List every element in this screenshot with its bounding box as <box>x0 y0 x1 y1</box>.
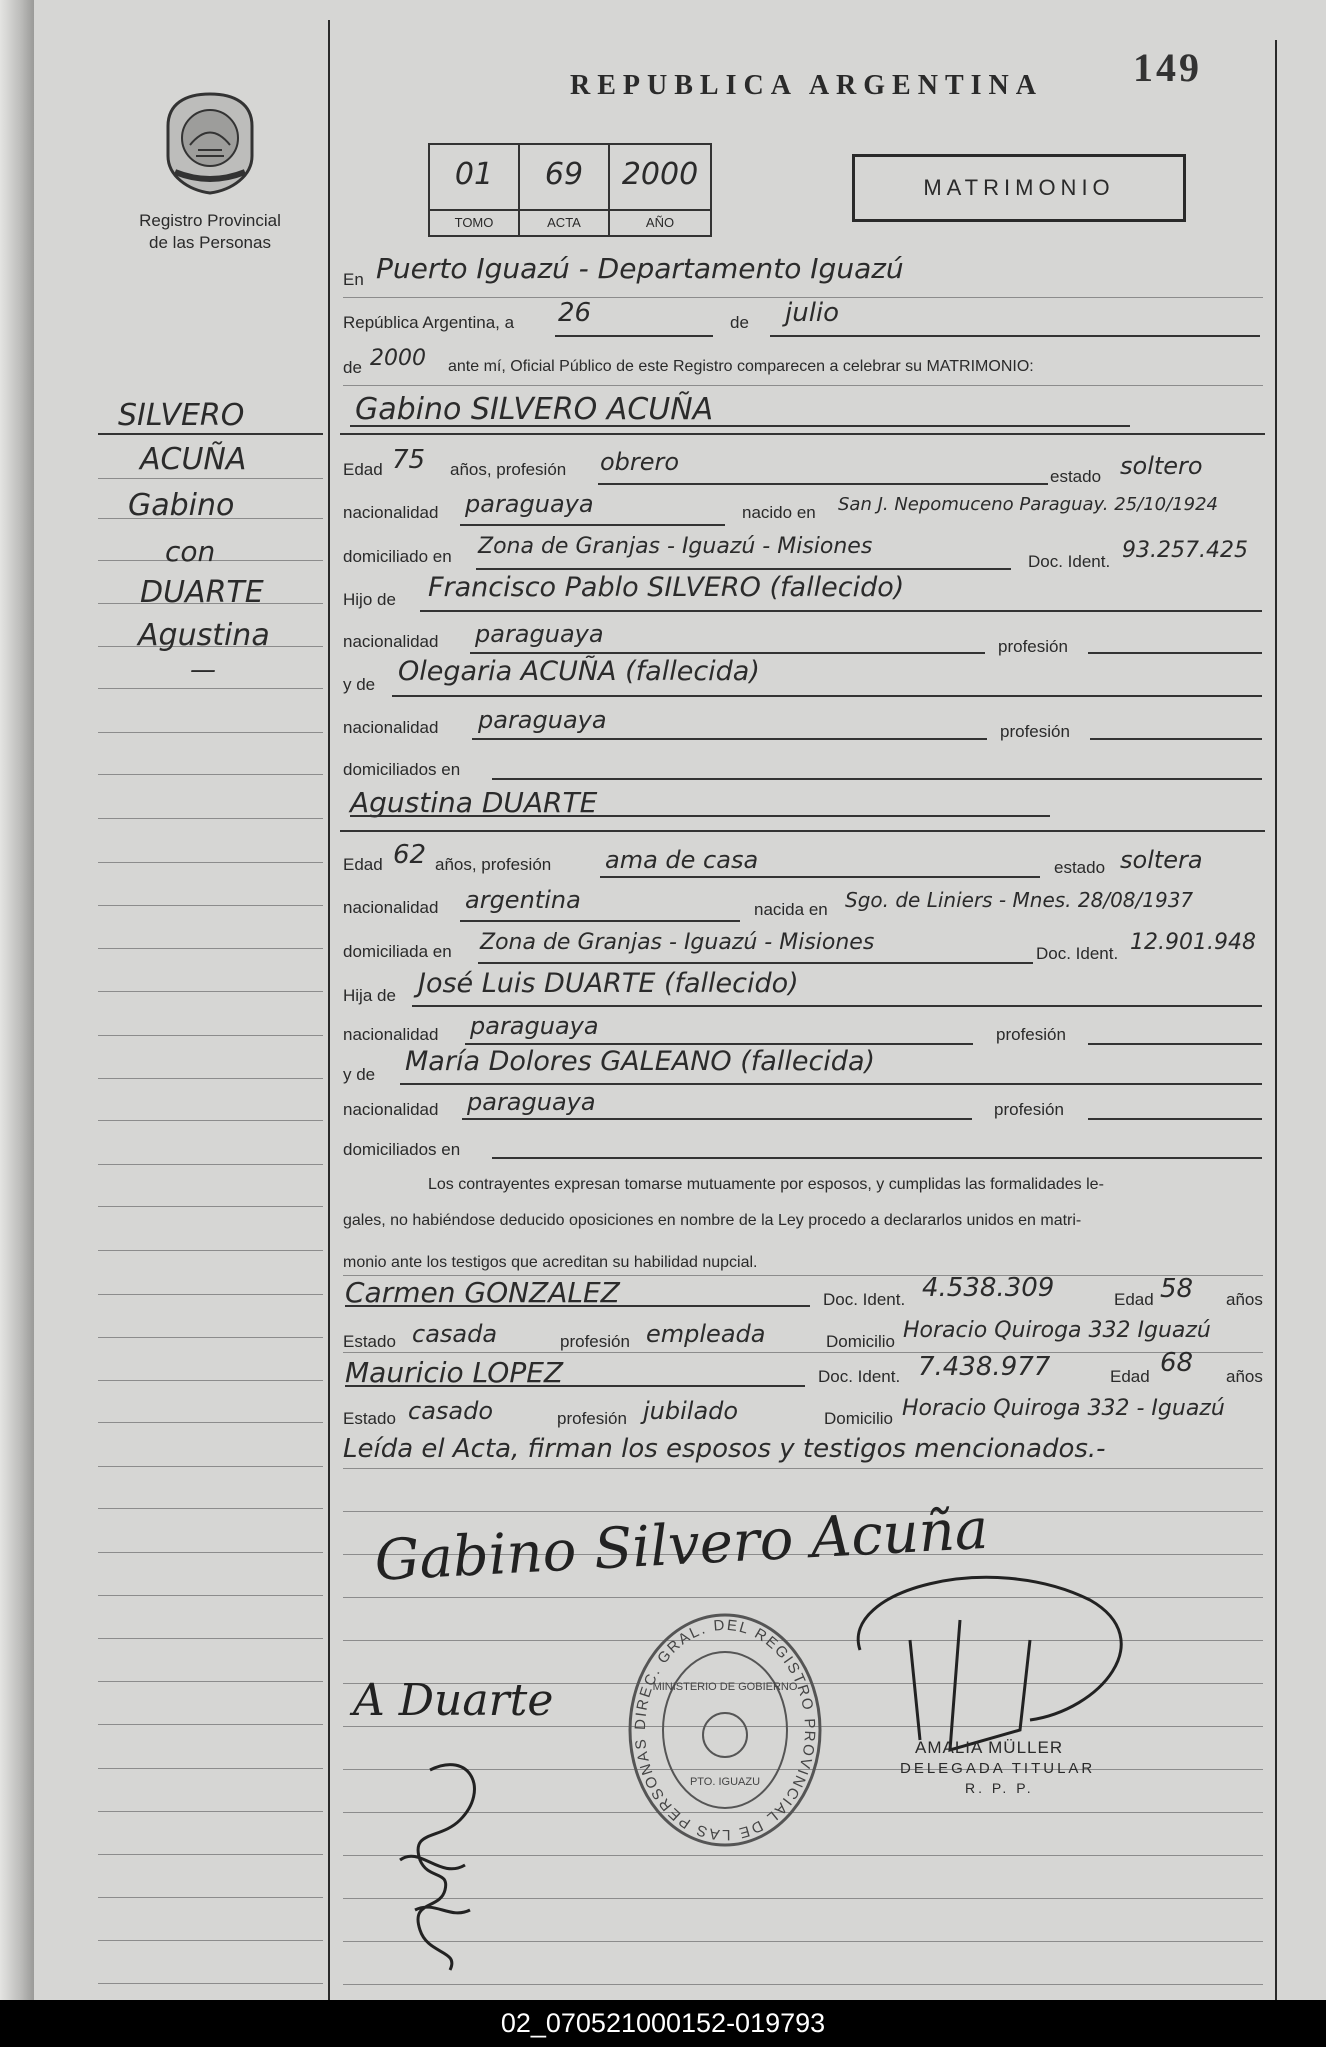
witness-signature <box>370 1750 510 1980</box>
bride-domicile: Zona de Granjas - Iguazú - Misiones <box>480 930 875 955</box>
de-label: de <box>730 313 749 332</box>
witness-2-doc: 7.438.977 <box>918 1352 1051 1382</box>
footer-id: 02_070521000152-019793 <box>500 2008 826 2038</box>
provincial-emblem-icon <box>160 90 260 195</box>
bride-mother-nationality: paraguaya <box>467 1088 596 1116</box>
witness-2-anos-label: años <box>1226 1367 1263 1386</box>
official-name: AMALIA MÜLLER <box>915 1738 1064 1757</box>
bride-father-nationality: paraguaya <box>470 1012 599 1040</box>
bride-profession-label: años, profesión <box>435 855 552 874</box>
bride-age: 62 <box>393 840 427 870</box>
bride-mother: María Dolores GALEANO (fallecida) <box>405 1046 876 1077</box>
page-binding <box>0 0 34 2000</box>
bride-estado-label: estado <box>1054 858 1106 877</box>
groom-edad-label: Edad <box>343 460 383 479</box>
groom-nacido-label: nacido en <box>742 503 816 522</box>
witness-1-doc-label: Doc. Ident. <box>823 1290 906 1309</box>
margin-bride-name: Agustina <box>138 618 270 653</box>
bride-father-nat-label: nacionalidad <box>343 1025 439 1044</box>
bride-hija-label: Hija de <box>343 986 396 1005</box>
de-label-2: de <box>343 358 362 377</box>
acta-label: ACTA <box>520 209 608 235</box>
witness-1-domicile-label: Domicilio <box>826 1332 895 1351</box>
witness-1-age: 58 <box>1160 1274 1194 1304</box>
ante-text: ante mí, Oficial Público de este Registro comparecen a celebrar su MATRIMONIO: <box>448 358 1034 375</box>
country-title: REPUBLICA ARGENTINA <box>570 70 1043 101</box>
groom-mother-nat-label: nacionalidad <box>343 718 439 737</box>
groom-profession-label: años, profesión <box>450 460 567 479</box>
groom-father: Francisco Pablo SILVERO (fallecido) <box>428 572 905 603</box>
margin-dash: — <box>190 655 216 685</box>
groom-father-prof-label: profesión <box>998 637 1068 656</box>
witness-2-edad-label: Edad <box>1110 1367 1150 1386</box>
registry-line-2: de las Personas <box>149 233 271 252</box>
margin-second-surname: ACUÑA <box>140 442 247 477</box>
groom-mother: Olegaria ACUÑA (fallecida) <box>398 656 760 687</box>
bride-birthplace: Sgo. de Liniers - Mnes. 28/08/1937 <box>845 888 1194 912</box>
bride-doc-label: Doc. Ident. <box>1036 944 1119 963</box>
margin-bride-surname: DUARTE <box>140 575 264 610</box>
groom-mother-prof-label: profesión <box>1000 722 1070 741</box>
bride-nacida-label: nacida en <box>754 900 828 919</box>
footer-bar <box>0 2000 1326 2047</box>
bride-doc: 12.901.948 <box>1130 930 1256 955</box>
groom-estado-label: estado <box>1050 467 1102 486</box>
seal-place-text: PTO. IGUAZU <box>689 1776 761 1788</box>
groom-father-nat-label: nacionalidad <box>343 632 439 651</box>
right-border <box>1275 40 1277 2000</box>
bride-status: soltera <box>1120 846 1203 874</box>
witness-2-domicile-label: Domicilio <box>824 1409 893 1428</box>
groom-domicile-label: domiciliado en <box>343 547 452 566</box>
act-type-box: MATRIMONIO <box>852 154 1186 222</box>
groom-domicile: Zona de Granjas - Iguazú - Misiones <box>478 534 873 559</box>
margin-surname: SILVERO <box>118 398 245 433</box>
groom-doc: 93.257.425 <box>1122 538 1248 563</box>
registry-name <box>120 210 300 254</box>
closing-text: Leída el Acta, firman los esposos y testigos mencionados.- <box>343 1434 1106 1464</box>
seal-inner-text: MINISTERIO DE GOBIERNO <box>652 1681 798 1693</box>
witness-1-edad-label: Edad <box>1114 1290 1154 1309</box>
margin-given-name: Gabino <box>128 488 235 523</box>
witness-2-prof-label: profesión <box>557 1409 627 1428</box>
bride-mother-nat-label: nacionalidad <box>343 1100 439 1119</box>
seal-outer-text: DIREC. GRAL. DEL REGISTRO PROVINCIAL DE LAS PERSONAS <box>631 1616 819 1844</box>
registry-line-1: Registro Provincial <box>139 211 281 230</box>
tomo-value: 01 <box>454 157 494 192</box>
witness-2-estado-label: Estado <box>343 1409 396 1428</box>
bride-nationality-label: nacionalidad <box>343 898 439 917</box>
bride-mother-prof-label: profesión <box>994 1100 1064 1119</box>
svg-text:DIREC. GRAL. DEL REGISTRO PROV <box>632 1617 818 1843</box>
ano-label: AÑO <box>610 209 710 235</box>
tomo-acta-ano-box <box>428 143 712 237</box>
bride-nationality: argentina <box>465 886 581 914</box>
witness-2-profession: jubilado <box>643 1397 739 1425</box>
groom-birthplace: San J. Nepomuceno Paraguay. 25/10/1924 <box>838 494 1218 515</box>
groom-nationality: paraguaya <box>465 490 594 518</box>
republica-label: República Argentina, a <box>343 313 515 332</box>
official-signature <box>830 1560 1160 1760</box>
witness-1-doc: 4.538.309 <box>922 1273 1055 1303</box>
official-seal <box>625 1610 825 1850</box>
statement-line-2: gales, no habiéndose deducido oposiciones en nombre de la Ley procedo a declararlos unidos en matri- <box>343 1212 1082 1229</box>
witness-2-status: casado <box>408 1397 494 1425</box>
witness-1-name: Carmen GONZALEZ <box>345 1276 620 1309</box>
witness-2-name: Mauricio LOPEZ <box>345 1356 564 1389</box>
bride-name: Agustina DUARTE <box>350 786 598 819</box>
acta-cell <box>520 145 610 235</box>
witness-2-age: 68 <box>1160 1348 1194 1378</box>
groom-domiciliados-label: domiciliados en <box>343 760 461 779</box>
bride-edad-label: Edad <box>343 855 383 874</box>
day-value: 26 <box>558 298 592 328</box>
statement-line-3: monio ante los testigos que acreditan su habilidad nupcial. <box>343 1254 758 1271</box>
place-value: Puerto Iguazú - Departamento Iguazú <box>376 252 904 285</box>
bride-domiciliados-label: domiciliados en <box>343 1140 461 1159</box>
groom-nationality-label: nacionalidad <box>343 503 439 522</box>
bride-yde-label: y de <box>343 1065 376 1084</box>
statement-line-1: Los contrayentes expresan tomarse mutuamente por esposos, y cumplidas las formalidades le- <box>428 1176 1104 1193</box>
witness-1-anos-label: años <box>1226 1290 1263 1309</box>
groom-signature <box>365 1496 990 1610</box>
witness-1-prof-label: profesión <box>560 1332 630 1351</box>
year-value: 2000 <box>370 346 426 371</box>
margin-divider <box>328 20 330 2000</box>
groom-profession: obrero <box>600 448 680 476</box>
witness-2-domicile: Horacio Quiroga 332 - Iguazú <box>902 1396 1225 1421</box>
acta-value: 69 <box>544 157 584 192</box>
month-value: julio <box>785 298 840 328</box>
groom-mother-nationality: paraguaya <box>478 706 607 734</box>
margin-con: con <box>165 535 216 568</box>
groom-hijo-label: Hijo de <box>343 590 396 609</box>
witness-1-estado-label: Estado <box>343 1332 396 1351</box>
bride-profession: ama de casa <box>605 846 759 874</box>
groom-yde-label: y de <box>343 675 376 694</box>
groom-name: Gabino SILVERO ACUÑA <box>355 392 714 427</box>
bride-father-prof-label: profesión <box>996 1025 1066 1044</box>
official-office: R. P. P. <box>965 1780 1034 1796</box>
groom-signature-text: Gabino Silvero Acuña <box>373 1496 990 1594</box>
tomo-cell <box>430 145 520 235</box>
witness-1-status: casada <box>412 1320 498 1348</box>
witness-1-profession: empleada <box>646 1320 766 1348</box>
witness-2-doc-label: Doc. Ident. <box>818 1367 901 1386</box>
groom-doc-label: Doc. Ident. <box>1028 552 1111 571</box>
official-role: DELEGADA TITULAR <box>900 1760 1096 1777</box>
groom-age: 75 <box>392 445 426 475</box>
groom-status: soltero <box>1120 452 1203 480</box>
bride-father: José Luis DUARTE (fallecido) <box>418 968 799 999</box>
en-label: En <box>343 270 364 289</box>
bride-signature <box>345 1660 575 1740</box>
bride-signature-text: A Duarte <box>353 1675 554 1726</box>
groom-father-nationality: paraguaya <box>475 620 604 648</box>
ano-value: 2000 <box>621 157 699 192</box>
folio-number: 149 <box>1133 45 1202 90</box>
bride-domicile-label: domiciliada en <box>343 942 452 961</box>
witness-1-domicile: Horacio Quiroga 332 Iguazú <box>903 1318 1211 1343</box>
tomo-label: TOMO <box>430 209 518 235</box>
ano-cell <box>610 145 710 235</box>
